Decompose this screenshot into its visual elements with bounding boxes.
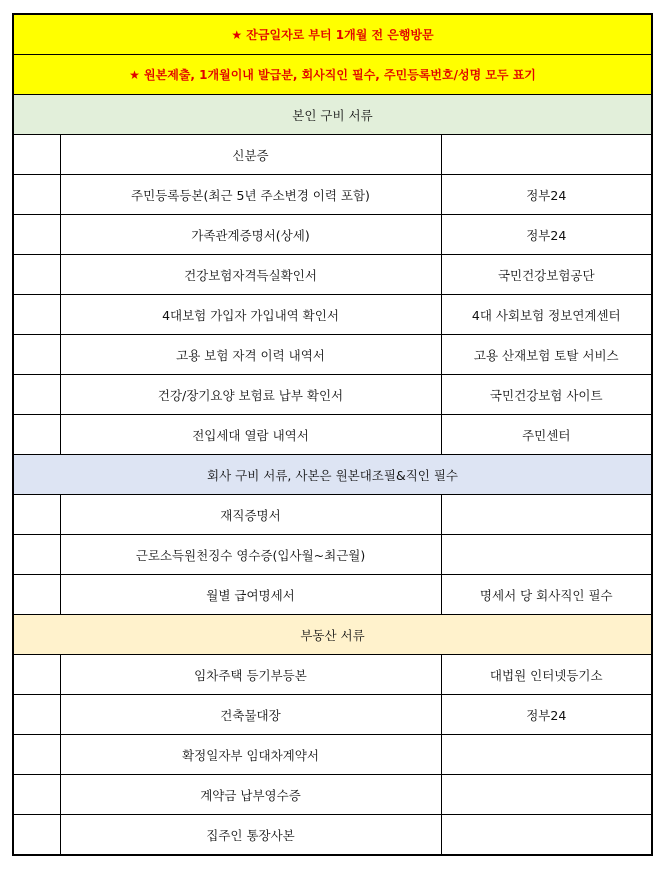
document-name-cell: 확정일자부 임대차계약서 — [60, 735, 441, 775]
notice-requirements: ★ 원본제출, 1개월이내 발급분, 회사직인 필수, 주민등록번호/성명 모두 표기 — [13, 55, 652, 95]
document-source-cell — [441, 815, 652, 856]
document-source-cell: 4대 사회보험 정보연계센터 — [441, 295, 652, 335]
table-row — [13, 575, 652, 615]
checkbox-cell[interactable] — [13, 575, 60, 615]
checkbox-cell[interactable] — [13, 255, 60, 295]
section-header-row — [13, 95, 652, 135]
table-row — [13, 815, 652, 856]
document-source-cell: 고용 산재보험 토탈 서비스 — [441, 335, 652, 375]
document-name-cell: 건축물대장 — [60, 695, 441, 735]
document-source-cell: 주민센터 — [441, 415, 652, 455]
checkbox-cell[interactable] — [13, 415, 60, 455]
document-name-cell: 가족관계증명서(상세) — [60, 215, 441, 255]
document-source-cell: 정부24 — [441, 215, 652, 255]
section-company-documents-title: 회사 구비 서류, 사본은 원본대조필&직인 필수 — [13, 455, 652, 495]
checkbox-cell[interactable] — [13, 295, 60, 335]
checkbox-cell[interactable] — [13, 815, 60, 856]
document-source-cell: 명세서 당 회사직인 필수 — [441, 575, 652, 615]
notice-row — [13, 14, 652, 55]
document-name-cell: 건강/장기요양 보험료 납부 확인서 — [60, 375, 441, 415]
document-name-cell: 근로소득원천징수 영수증(입사월~최근월) — [60, 535, 441, 575]
document-name-cell: 전입세대 열람 내역서 — [60, 415, 441, 455]
checkbox-cell[interactable] — [13, 335, 60, 375]
table-row — [13, 655, 652, 695]
document-name-cell: 집주인 통장사본 — [60, 815, 441, 856]
table-row — [13, 335, 652, 375]
checklist-body — [13, 14, 652, 855]
checkbox-cell[interactable] — [13, 535, 60, 575]
document-source-cell — [441, 735, 652, 775]
table-row — [13, 255, 652, 295]
checkbox-cell[interactable] — [13, 495, 60, 535]
checkbox-cell[interactable] — [13, 775, 60, 815]
document-source-cell: 국민건강보험공단 — [441, 255, 652, 295]
document-source-cell — [441, 535, 652, 575]
table-row — [13, 695, 652, 735]
table-row — [13, 415, 652, 455]
table-row — [13, 375, 652, 415]
document-name-cell: 계약금 납부영수증 — [60, 775, 441, 815]
document-name-cell: 4대보험 가입자 가입내역 확인서 — [60, 295, 441, 335]
document-source-cell: 정부24 — [441, 175, 652, 215]
checkbox-cell[interactable] — [13, 735, 60, 775]
document-name-cell: 신분증 — [60, 135, 441, 175]
document-name-cell: 고용 보험 자격 이력 내역서 — [60, 335, 441, 375]
document-checklist-table — [12, 13, 653, 856]
table-row — [13, 775, 652, 815]
section-header-row — [13, 455, 652, 495]
checkbox-cell[interactable] — [13, 375, 60, 415]
document-source-cell — [441, 135, 652, 175]
section-personal-documents-title: 본인 구비 서류 — [13, 95, 652, 135]
document-source-cell — [441, 775, 652, 815]
table-row — [13, 735, 652, 775]
checkbox-cell[interactable] — [13, 695, 60, 735]
table-row — [13, 215, 652, 255]
section-header-row — [13, 615, 652, 655]
document-source-cell: 국민건강보험 사이트 — [441, 375, 652, 415]
document-name-cell: 임차주택 등기부등본 — [60, 655, 441, 695]
document-name-cell: 건강보험자격득실확인서 — [60, 255, 441, 295]
checkbox-cell[interactable] — [13, 135, 60, 175]
table-row — [13, 135, 652, 175]
table-row — [13, 535, 652, 575]
notice-bank-visit: ★ 잔금일자로 부터 1개월 전 은행방문 — [13, 14, 652, 55]
document-source-cell: 정부24 — [441, 695, 652, 735]
document-source-cell: 대법원 인터넷등기소 — [441, 655, 652, 695]
section-property-documents-title: 부동산 서류 — [13, 615, 652, 655]
table-row — [13, 175, 652, 215]
notice-row — [13, 55, 652, 95]
checkbox-cell[interactable] — [13, 215, 60, 255]
checkbox-cell[interactable] — [13, 655, 60, 695]
document-source-cell — [441, 495, 652, 535]
checkbox-cell[interactable] — [13, 175, 60, 215]
table-row — [13, 295, 652, 335]
table-row — [13, 495, 652, 535]
document-name-cell: 월별 급여명세서 — [60, 575, 441, 615]
document-name-cell: 주민등록등본(최근 5년 주소변경 이력 포함) — [60, 175, 441, 215]
document-name-cell: 재직증명서 — [60, 495, 441, 535]
